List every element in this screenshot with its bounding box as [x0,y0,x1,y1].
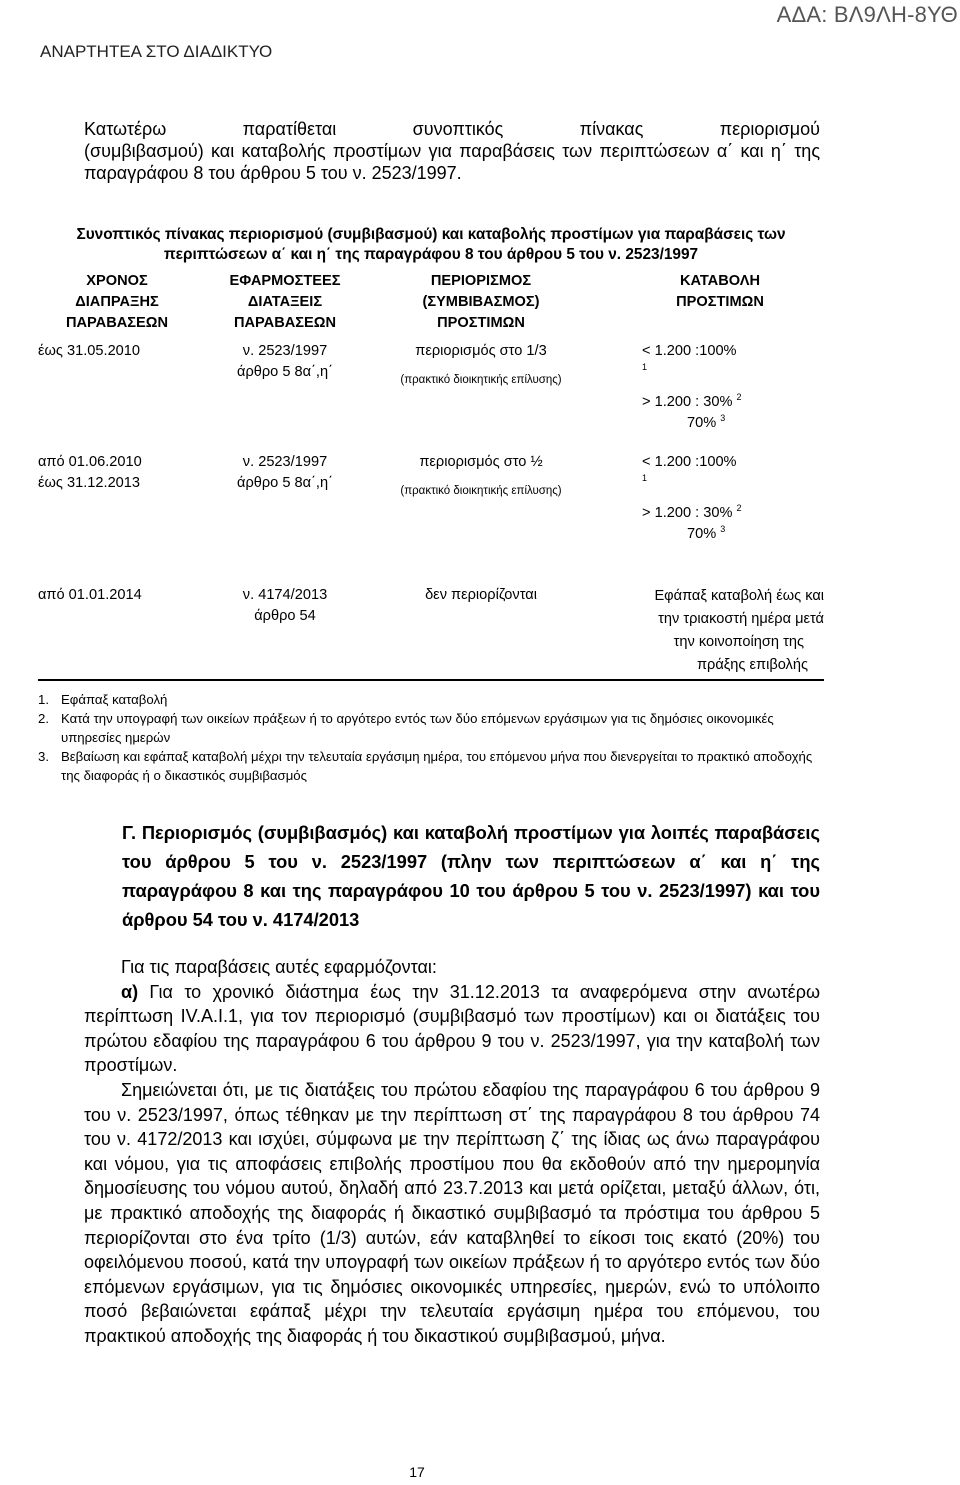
fines-summary-table [38,271,824,681]
row2-limitation-text: περιορισμός στο ½ [419,454,543,470]
posting-notice: ΑΝΑΡΤΗΤΕΑ ΣΤΟ ΔΙΑΔΙΚΤΥΟ [40,42,273,61]
header-provisions-line: ΠΑΡΑΒΑΣΕΩΝ [233,315,337,331]
payment-text: > 1.200 : 30% [642,505,733,521]
body-lead: Για τις παραβάσεις αυτές εφαρμόζονται: [121,957,437,977]
row1-provisions-line: ν. 2523/1997 [242,343,328,359]
row2-payment-line-2 [642,503,742,524]
header-provisions-line: ΔΙΑΤΑΞΕΙΣ [247,294,323,310]
intro-paragraph [84,118,820,184]
row2-provisions-line: άρθρο 5 8α΄,η΄ [237,475,333,491]
row2-payment-line-3 [642,524,742,545]
footnote-text: Βεβαίωση και εφάπαξ καταβολή μέχρι την τελευταία εργάσιμη ημέρα, του επόμενου μήνα που διενεργείται το πρακτικό αποδοχής της διαφοράς ή ο δικαστικός συμβιβασμός [61,749,813,783]
row1-payment [642,341,742,434]
row1-provisions-line: άρθρο 5 8α΄,η΄ [237,364,333,380]
page-number: 17 [409,1464,425,1480]
footnote-number: 2. [38,711,49,726]
row1-payment-line-3 [642,413,742,434]
row2-payment-line-1 [642,452,742,494]
footnote-ref: 3 [720,413,726,424]
header-limitation [388,271,574,334]
row1-provisions [210,341,360,383]
row3-provisions-line: άρθρο 54 [254,608,316,624]
header-payment-line: ΠΡΟΣΤΙΜΩΝ [676,294,764,310]
footnote-number: 1. [38,692,49,707]
payment-text: 70% [687,415,717,431]
row3-time-line: από 01.01.2014 [38,587,142,603]
row2-provisions [210,452,360,494]
header-provisions-line: ΕΦΑΡΜΟΣΤΕΕΣ [229,273,341,289]
header-limitation-line: ΠΕΡΙΟΡΙΣΜΟΣ [430,273,532,289]
row2-provisions-line: ν. 2523/1997 [242,454,328,470]
row1-time-line: έως 31.05.2010 [38,343,141,359]
header-payment-line: ΚΑΤΑΒΟΛΗ [679,273,760,289]
summary-table-title: Συνοπτικός πίνακας περιορισμού (συμβιβασμού) και καταβολής προστίμων για παραβάσεις των περιπτώσεων α΄ και η΄ της παραγράφου 8 του άρθρου 5 του ν. 2523/1997 [76,226,786,263]
row3-limitation-text: δεν περιορίζονται [425,587,537,603]
section-heading [84,818,820,934]
row3-limitation [388,585,574,606]
footnote-item [38,709,824,747]
row1-limitation-note: (πρακτικό διοικητικής επίλυσης) [400,374,562,386]
payment-text: < 1.200 :100% [642,454,737,470]
section-body [84,955,820,1349]
row3-provisions-line: ν. 4174/2013 [242,587,328,603]
footnote-item [38,747,824,785]
row1-payment-line-2 [642,392,742,413]
payment-text: < 1.200 :100% [642,343,737,359]
row1-time [38,341,163,362]
row3-payment-line: την κοινοποίηση της [673,634,804,650]
header-time [38,271,196,334]
row3-time [38,585,163,606]
row1-limitation-text: περιορισμός στο 1/3 [415,343,547,359]
header-time-line: ΧΡΟΝΟΣ [86,273,148,289]
header-payment [618,271,822,313]
header-limitation-line: (ΣΥΜΒΙΒΑΣΜΟΣ) [422,294,540,310]
header-time-line: ΠΑΡΑΒΑΣΕΩΝ [65,315,169,331]
item-a-text: Για το χρονικό διάστημα έως την 31.12.2013 τα αναφερόμενα στην ανωτέρω περίπτωση IV.A.I.1, για τον περιορισμό (συμβιβασμό των προστίμων) και οι διατάξεις του πρώτου εδαφίου της παραγράφου 6 του άρθρου 9 του ν. 2523/1997, για την καταβολή των προστίμων. [84,981,820,1076]
section-heading-text: Γ. Περιορισμός (συμβιβασμός) και καταβολή προστίμων για λοιπές παραβάσεις του άρθρου 5 του ν. 2523/1997 (πλην των περιπτώσεων α΄ και η΄ της παραγράφου 8 και της παραγράφου 10 του άρθρου 5 του ν. 2523/1997) και του άρθρου 54 του ν. 4174/2013 [122,822,820,930]
row2-limitation-note: (πρακτικό διοικητικής επίλυσης) [400,485,562,497]
item-a-label: α) [121,981,139,1002]
row3-payment [622,585,824,677]
row2-time [38,452,163,494]
header-limitation-line: ΠΡΟΣΤΙΜΩΝ [437,315,525,331]
footnote-text: Εφάπαξ καταβολή [61,692,168,707]
row1-payment-line-1 [642,341,742,383]
footnote-number: 3. [38,749,49,764]
payment-text: > 1.200 : 30% [642,394,733,410]
table-footnotes [38,690,824,785]
ada-code: ΑΔΑ: ΒΛ9ΛΗ-8ΥΘ [776,2,958,27]
row3-provisions [210,585,360,627]
row3-payment-line: την τριακοστή ημέρα μετά [658,611,824,627]
row3-payment-line: πράξης επιβολής [696,657,808,673]
row3-payment-line: Εφάπαξ καταβολή έως και [654,588,824,604]
row2-time-line: από 01.06.2010 [38,454,142,470]
header-time-line: ΔΙΑΠΡΑΞΗΣ [75,294,159,310]
footnote-ref: 1 [642,473,648,484]
body-note: Σημειώνεται ότι, με τις διατάξεις του πρώτου εδαφίου της παραγράφου 6 του άρθρου 9 του ν. 2523/1997, όπως τέθηκαν με την περίπτωση στ΄ της παραγράφου 8 του άρθρου 74 του ν. 4172/2013 και ισχύει, σύμφωνα με την περίπτωση ζ΄ της ίδιας ως άνω παραγράφου και νόμου, για τις αποφάσεις επιβολής προστίμου που θα εκδοθούν από την ημερομηνία δημοσίευσης του νόμου αυτού, δηλαδή από 23.7.2013 και μετά ορίζεται, μεταξύ άλλων, ότι, με πρακτικό αποδοχής της διαφοράς ή δικαστικό συμβιβασμό τα πρόστιμα του άρθρου 5 περιορίζονται στο ένα τρίτο (1/3) αυτών, εάν καταβληθεί το είκοσι τοις εκατό (20%) του οφειλόμενου ποσού, κατά την υπογραφή των οικείων πράξεων ή το αργότερο εντός των δύο επόμενων εργάσιμων, για τις δημόσιες οικονομικές υπηρεσίες, ημερών, ενώ το υπόλοιπο ποσό βεβαιώνεται εφάπαξ μέχρι την τελευταία εργάσιμη ημέρα του επόμενου, του πρακτικού αποδοχής της διαφοράς ή του δικαστικού συμβιβασμού, μήνα. [84,1079,820,1346]
row2-time-line: έως 31.12.2013 [38,475,141,491]
row2-limitation [388,452,574,502]
footnote-ref: 1 [642,362,648,373]
intro-line-2: (συμβιβασμού) και καταβολής προστίμων για παραβάσεις των περιπτώσεων α΄ και η΄ της παραγράφου 8 του άρθρου 5 του ν. 2523/1997. [84,141,820,183]
footnote-item [38,690,824,709]
footnote-ref: 2 [736,392,742,403]
intro-line-1: Κατωτέρω παρατίθεται συνοπτικός πίνακας περιορισμού [84,119,820,139]
header-provisions [210,271,360,334]
footnote-text: Κατά την υπογραφή των οικείων πράξεων ή το αργότερο εντός των δύο επόμενων εργάσιμων για τις δημόσιες οικονομικές υπηρεσίες ημερών [61,711,774,745]
row1-limitation [388,341,574,391]
body-item-a [84,980,820,1078]
payment-text: 70% [687,526,717,542]
footnote-ref: 3 [720,524,726,535]
footnote-ref: 2 [736,503,742,514]
row2-payment [642,452,742,545]
